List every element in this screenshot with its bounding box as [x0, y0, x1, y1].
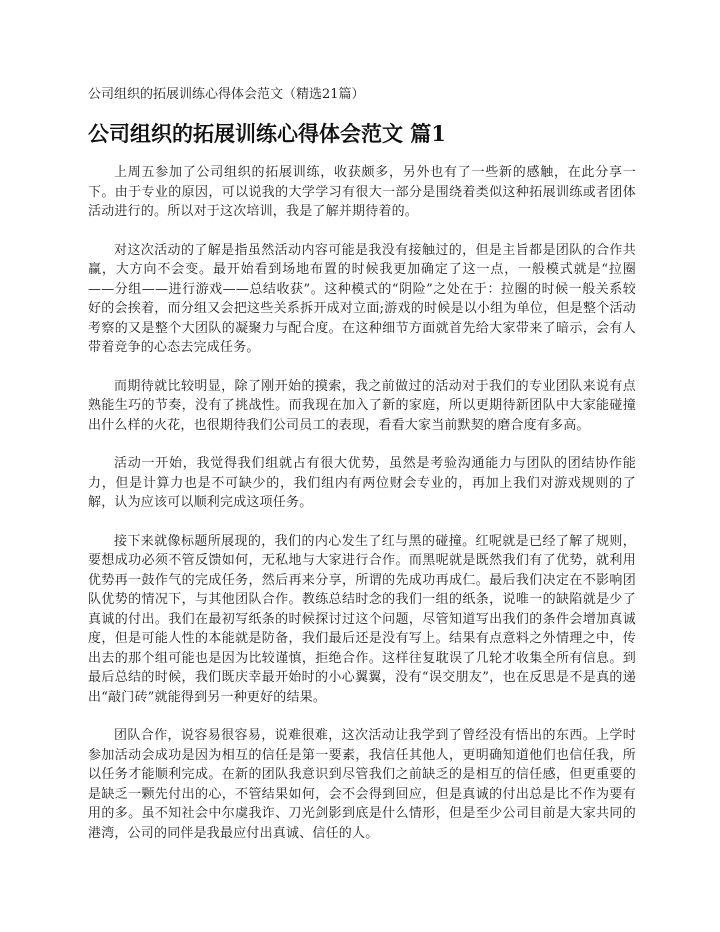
document-body [88, 163, 636, 862]
paragraph: 团队合作，说容易很容易，说难很难，这次活动让我学到了曾经没有悟出的东西。上学时参加活动会成功是因为相互的信任是第一要素，我信任其他人，更明确知道他们也信任我，所以任务才能顺利完成。在新的团队我意识到尽管我们之前缺乏的是相互的信任感，但更重要的是缺乏一颗先付出的心，不管结果如何，会不会得到回应，但是真诚的付出总是比不作为要有用的多。虽不知社会中尔虞我诈、刀光剑影到底是什么情形，但是至少公司目前是大家共同的港湾，公司的同伴是我最应付出真诚、信任的人。 [88, 728, 636, 841]
paragraph: 而期待就比较明显，除了刚开始的摸索，我之前做过的活动对于我们的专业团队来说有点熟能生巧的节奏，没有了挑战性。而我现在加入了新的家庭，所以更期待新团队中大家能碰撞出什么样的火花，也很期待我们公司员工的表现，看看大家当前默契的磨合度有多高。 [88, 378, 636, 433]
paragraph: 上周五参加了公司组织的拓展训练，收获颇多，另外也有了一些新的感触，在此分享一下。由于专业的原因，可以说我的大学学习有很大一部分是围绕着类似这种拓展训练或者团体活动进行的。所以对于这次培训，我是了解并期待着的。 [88, 165, 636, 219]
paragraph: 接下来就像标题所展现的，我们的内心发生了红与黑的碰撞。红呢就是已经了解了规则，要想成功必须不管反馈如何，无私地与大家进行合作。而黑呢就是既然我们有了优势，就利用优势再一鼓作气的完成任务，然后再来分享，所谓的先成功再成仁。最后我们决定在不影响团队优势的情况下，与其他团队合作。教练总结时念的我们一组的纸条，说唯一的缺陷就是少了真诚的付出。我们在最初写纸条的时候探讨过这个问题，尽管知道写出我们的条件会增加真诚度，但是可能人性的本能就是防备，我们最后还是没有写上。结果有点意料之外情理之中，传出去的那个组可能也是因为比较谨慎，拒绝合作。这样往复耽误了几轮才收集全所有信息。到最后总结的时候，我们既庆幸最开始时的小心翼翼，没有“误交朋友”，也在反思是不是真的递出“敲门砖”就能得到另一种更好的结果。 [88, 533, 636, 705]
document-title: 公司组织的拓展训练心得体会范文 篇1 [88, 121, 446, 146]
document-subtitle: 公司组织的拓展训练心得体会范文（精选21篇） [88, 87, 365, 102]
paragraph: 对这次活动的了解是指虽然活动内容可能是我没有接触过的，但是主旨都是团队的合作共赢，大方向不会变。最开始看到场地布置的时候我更加确定了这一点，一般模式就是“拉圈——分组——进行游戏——总结收获”。这种模式的“阴险”之处在于：拉圈的时候一般关系较好的会挨着，而分组又会把这些关系拆开成对立面;游戏的时候是以小组为单位，但是整个活动考察的又是整个大团队的凝聚力与配合度。在这种细节方面就首先给大家带来了暗示，会有人带着竞争的心态去完成任务。 [88, 242, 636, 355]
paragraph: 活动一开始，我觉得我们组就占有很大优势，虽然是考验沟通能力与团队的团结协作能力，但是计算力也是不可缺少的，我们组内有两位财会专业的，再加上我们对游戏规则的了解，认为应该可以顺利完成这项任务。 [88, 456, 636, 510]
